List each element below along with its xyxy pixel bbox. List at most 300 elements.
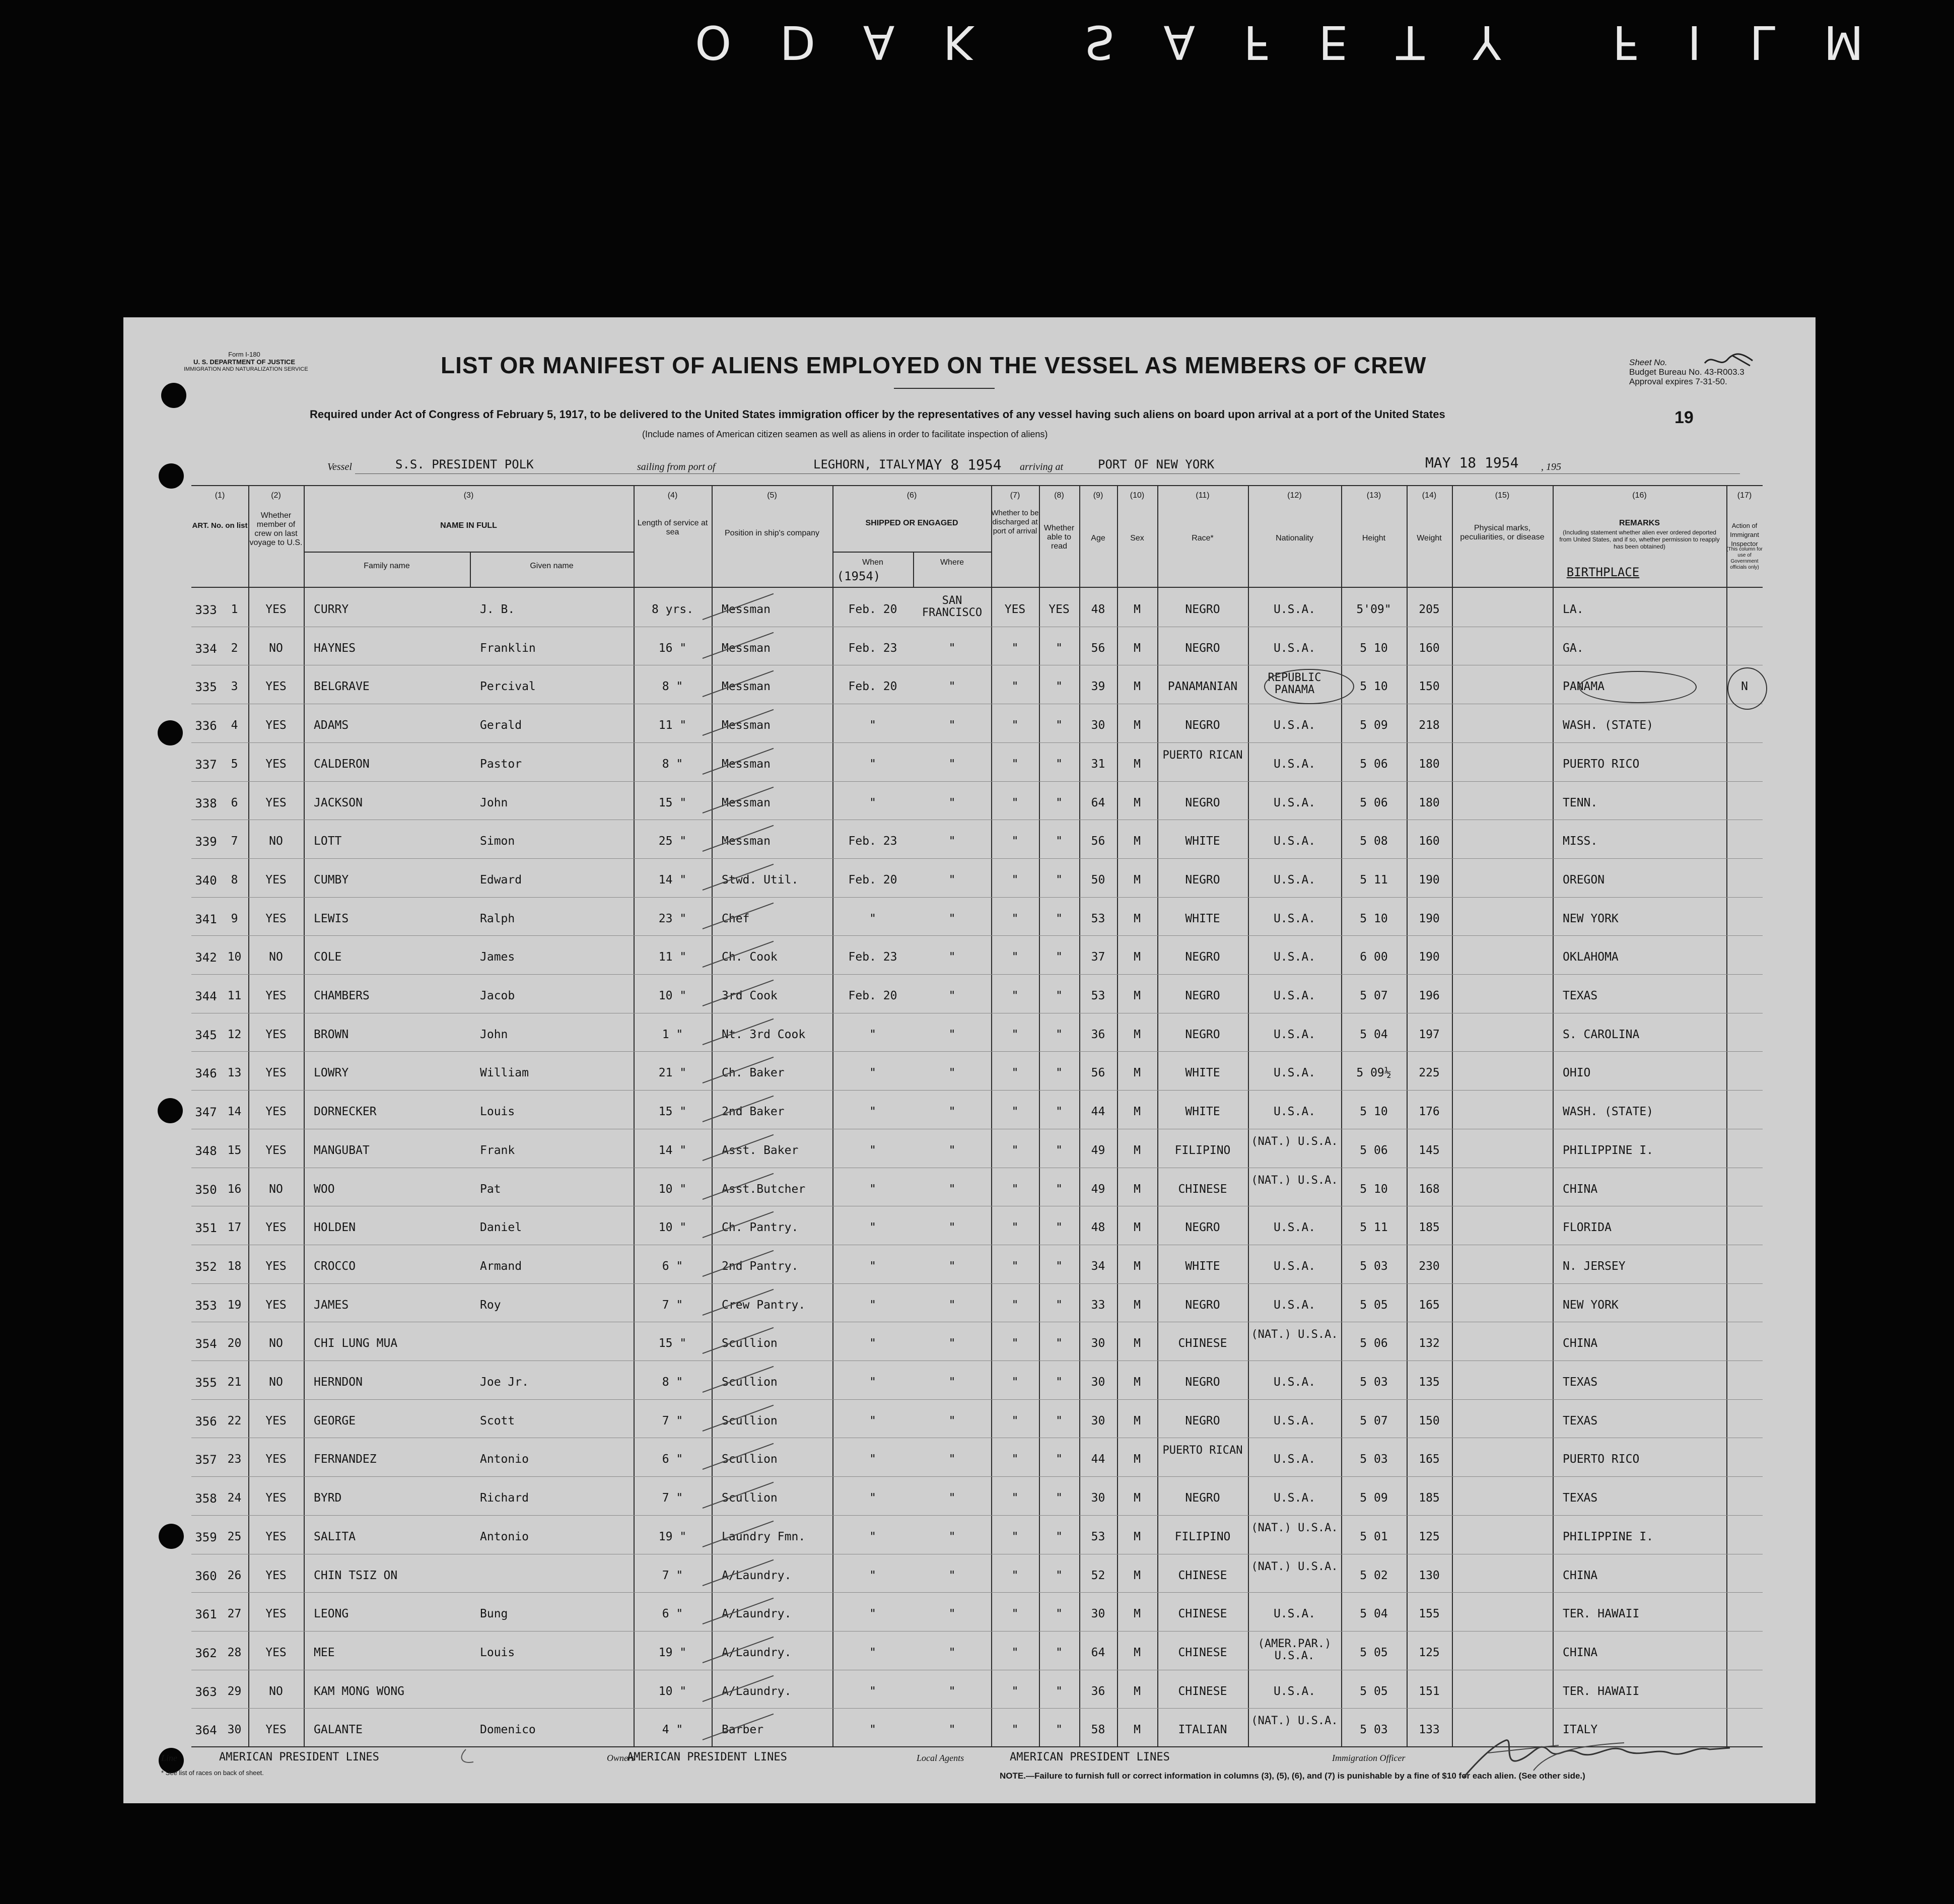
cell-age: 58 <box>1091 1723 1105 1737</box>
page-title: LIST OR MANIFEST OF ALIENS EMPLOYED ON THE VESSEL AS MEMBERS OF CREW <box>441 352 1427 378</box>
cell-age: 39 <box>1091 680 1105 694</box>
vessel-name: S.S. PRESIDENT POLK <box>395 457 534 471</box>
cell-disch: " <box>1011 1414 1019 1427</box>
cell-sex: M <box>1134 1646 1141 1659</box>
cell-disch: " <box>1011 1569 1019 1582</box>
cell-family: HAYNES <box>314 641 356 655</box>
cell-art: 351 <box>195 1221 217 1236</box>
cell-weight: 205 <box>1419 603 1440 616</box>
year-suffix: , 195 <box>1541 461 1561 472</box>
col5-number: (5) <box>767 491 777 500</box>
cell-position: Scullion <box>722 1337 778 1350</box>
when-header: When <box>862 558 883 567</box>
col15-label: Physical marks, peculiarities, or disease <box>1460 524 1545 541</box>
col9-label: Age <box>1091 534 1105 542</box>
cell-remarks: TEXAS <box>1563 1414 1598 1427</box>
cell-nat: U.S.A. <box>1273 1105 1316 1119</box>
cell-remarks: PHILIPPINE I. <box>1563 1143 1654 1157</box>
cell-disch: " <box>1011 912 1019 925</box>
cell-art: 353 <box>195 1298 217 1313</box>
cell-no: 6 <box>231 796 238 809</box>
cell-age: 50 <box>1091 873 1105 887</box>
cell-when: Feb. 20 <box>848 603 897 616</box>
cell-family: CALDERON <box>314 757 370 771</box>
cell-where: " <box>948 680 956 694</box>
col1-label: ART. No. on list <box>192 521 248 530</box>
col16-number: (16) <box>1632 491 1647 500</box>
cell-sex: M <box>1134 1066 1141 1080</box>
cell-art: 357 <box>195 1453 217 1467</box>
cell-when: " <box>869 1066 876 1080</box>
cell-nat: (NAT.) U.S.A. <box>1251 1135 1338 1148</box>
cell-when: " <box>869 1453 876 1466</box>
shipped-split-rule <box>913 552 914 587</box>
cell-service: 10 " <box>658 989 687 1002</box>
cell-race: NEGRO <box>1185 873 1220 887</box>
col16-sublabel: (Including statement whether alien ever ordered deported from United States, and if so, whether permission to reapply has been obtained) <box>1559 529 1720 550</box>
cell-when: Feb. 23 <box>848 641 897 655</box>
punch-hole <box>159 463 184 489</box>
cell-position: Chef <box>722 912 750 925</box>
cell-age: 30 <box>1091 1414 1105 1427</box>
cell-disch: " <box>1011 1105 1019 1119</box>
cell-remarks: OHIO <box>1563 1066 1591 1080</box>
cell-family: JAMES <box>314 1298 349 1312</box>
cell-where: " <box>948 1066 956 1080</box>
cell-given: Jacob <box>480 989 515 1002</box>
cell-given: Roy <box>480 1298 501 1312</box>
row-rule <box>191 1051 1763 1052</box>
cell-disch: " <box>1011 1684 1019 1698</box>
cell-no: 2 <box>231 641 238 655</box>
film-edge-text: ODAK SAFETY FILM <box>695 15 1912 69</box>
cell-sex: M <box>1134 719 1141 732</box>
cell-sex: M <box>1134 1607 1141 1621</box>
cell-race: NEGRO <box>1185 1376 1220 1389</box>
cell-disch: " <box>1011 1066 1019 1080</box>
cell-no: 8 <box>231 873 238 887</box>
cell-height: 6 00 <box>1360 950 1388 964</box>
cell-weight: 130 <box>1419 1569 1440 1582</box>
column-rule <box>1726 485 1727 1746</box>
cell-race: WHITE <box>1185 1105 1220 1119</box>
cell-weight: 185 <box>1419 1221 1440 1235</box>
cell-remarks: TER. HAWAII <box>1563 1684 1640 1698</box>
cell-race: CHINESE <box>1178 1646 1227 1659</box>
cell-height: 5 05 <box>1360 1298 1388 1312</box>
cell-service: 8 " <box>662 680 683 694</box>
cell-no: 13 <box>227 1066 242 1080</box>
title-underline <box>894 388 995 389</box>
cell-no: 5 <box>231 757 238 771</box>
cell-sex: M <box>1134 1530 1141 1543</box>
cell-remarks: NEW YORK <box>1563 912 1619 925</box>
cell-where: " <box>948 1530 956 1543</box>
col4-number: (4) <box>667 491 678 500</box>
cell-height: 5 07 <box>1360 1414 1388 1427</box>
cell-height: 5 07 <box>1360 989 1388 1002</box>
cell-sex: M <box>1134 1569 1141 1582</box>
cell-disch: " <box>1011 719 1019 732</box>
cell-disch: " <box>1011 1723 1019 1737</box>
cell-age: 33 <box>1091 1298 1105 1312</box>
cell-remarks: PUERTO RICO <box>1563 1453 1640 1466</box>
cell-weight: 125 <box>1419 1530 1440 1543</box>
cell-race: NEGRO <box>1185 641 1220 655</box>
cell-sex: M <box>1134 1453 1141 1466</box>
cell-height: 5 06 <box>1360 1143 1388 1157</box>
cell-service: 6 " <box>662 1607 683 1621</box>
cell-position: Messman <box>722 719 771 732</box>
cell-position: Nt. 3rd Cook <box>722 1028 806 1041</box>
cell-no: 3 <box>231 680 238 694</box>
cell-read: " <box>1056 1376 1063 1389</box>
cell-height: 5 10 <box>1360 641 1388 655</box>
cell-when: " <box>869 1143 876 1157</box>
cell-when: " <box>869 1221 876 1235</box>
sheet-number: 19 <box>1674 408 1694 427</box>
form-id-block <box>184 351 308 373</box>
cell-weight: 135 <box>1419 1376 1440 1389</box>
cell-remarks: PANAMA <box>1563 680 1605 694</box>
arriving-label: arriving at <box>1020 461 1064 472</box>
cell-no: 27 <box>227 1607 242 1621</box>
cell-family: LEWIS <box>314 912 349 925</box>
cell-disch: " <box>1011 1607 1019 1621</box>
cell-service: 6 " <box>662 1259 683 1273</box>
cell-given: Simon <box>480 835 515 848</box>
cell-height: 5 02 <box>1360 1569 1388 1582</box>
cell-remarks: MISS. <box>1563 835 1598 848</box>
cell-height: 5 05 <box>1360 1684 1388 1698</box>
cell-read: " <box>1056 1337 1063 1350</box>
cell-nat: U.S.A. <box>1273 641 1316 655</box>
cell-sex: M <box>1134 680 1141 694</box>
cell-where: SAN FRANCISCO <box>922 594 983 619</box>
cell-given: Daniel <box>480 1221 522 1235</box>
cell-race: WHITE <box>1185 1259 1220 1273</box>
cell-weight: 155 <box>1419 1607 1440 1621</box>
cell-sex: M <box>1134 603 1141 616</box>
cell-read: " <box>1056 1182 1063 1196</box>
cell-where: " <box>948 1453 956 1466</box>
cell-sex: M <box>1134 1143 1141 1157</box>
cell-nat: U.S.A. <box>1273 1298 1316 1312</box>
cell-family: JACKSON <box>314 796 363 809</box>
family-name-header: Family name <box>364 562 410 570</box>
cell-sex: M <box>1134 1414 1141 1427</box>
cell-disch: " <box>1011 1028 1019 1041</box>
cell-given: J. B. <box>480 603 515 616</box>
cell-where: " <box>948 1221 956 1235</box>
cell-sex: M <box>1134 757 1141 771</box>
cell-race: NEGRO <box>1185 1221 1220 1235</box>
cell-family: HOLDEN <box>314 1221 356 1235</box>
cell-remarks: FLORIDA <box>1563 1221 1612 1235</box>
cell-art: 347 <box>195 1105 217 1120</box>
cell-position: Messman <box>722 641 771 655</box>
cell-last: NO <box>269 1182 283 1196</box>
cell-position: Messman <box>722 835 771 848</box>
row-rule <box>191 1476 1763 1477</box>
cell-art: 358 <box>195 1491 217 1506</box>
col14-number: (14) <box>1422 491 1437 500</box>
cell-when: " <box>869 1182 876 1196</box>
cell-height: 5 01 <box>1360 1530 1388 1543</box>
cell-age: 53 <box>1091 989 1105 1002</box>
cell-sex: M <box>1134 1298 1141 1312</box>
cell-last: YES <box>265 680 287 694</box>
cell-art: 339 <box>195 835 217 849</box>
cell-read: " <box>1056 873 1063 887</box>
cell-remarks: CHINA <box>1563 1646 1598 1659</box>
cell-position: 3rd Cook <box>722 989 778 1002</box>
cell-no: 22 <box>227 1414 242 1427</box>
cell-position: Laundry Fmn. <box>722 1530 806 1543</box>
cell-family: BYRD <box>314 1491 342 1505</box>
cell-nat: U.S.A. <box>1273 603 1316 616</box>
owners-label: Owners <box>607 1753 636 1763</box>
cell-service: 6 " <box>662 1453 683 1466</box>
cell-where: " <box>948 950 956 964</box>
cell-given: Pastor <box>480 757 522 771</box>
cell-last: YES <box>265 873 287 887</box>
department-label: U. S. DEPARTMENT OF JUSTICE <box>193 358 295 366</box>
cell-family: LOTT <box>314 835 342 848</box>
cell-disch: " <box>1011 680 1019 694</box>
cell-height: 5 06 <box>1360 757 1388 771</box>
cell-nat: U.S.A. <box>1273 912 1316 925</box>
page-subtitle: Required under Act of Congress of February 5, 1917, to be delivered to the United States immigration officer by the representatives of any vessel having such aliens on board upon arrival at a port of the United States <box>310 408 1445 421</box>
cell-no: 23 <box>227 1453 242 1466</box>
cell-age: 48 <box>1091 603 1105 616</box>
row-rule <box>191 858 1763 859</box>
col3-number: (3) <box>463 491 474 500</box>
circled-annotation <box>1727 667 1767 710</box>
cell-height: 5 03 <box>1360 1376 1388 1389</box>
cell-art: 341 <box>195 912 217 926</box>
circled-annotation <box>1579 671 1697 703</box>
col2-label: Whether member of crew on last voyage to U.S. <box>249 511 303 547</box>
cell-last: YES <box>265 719 287 732</box>
cell-age: 49 <box>1091 1182 1105 1196</box>
cell-remarks: PUERTO RICO <box>1563 757 1640 771</box>
cell-given: Richard <box>480 1491 529 1505</box>
col17-sublabel: (This column for use of Government officials only) <box>1726 547 1763 570</box>
cell-service: 14 " <box>658 1143 687 1157</box>
cell-no: 18 <box>227 1259 242 1273</box>
cell-weight: 197 <box>1419 1028 1440 1041</box>
cell-last: YES <box>265 1105 287 1119</box>
col8-number: (8) <box>1054 491 1064 500</box>
cell-read: " <box>1056 757 1063 771</box>
cell-remarks: WASH. (STATE) <box>1563 1105 1654 1119</box>
cell-where: " <box>948 873 956 887</box>
punch-hole <box>158 720 183 745</box>
cell-given: Percival <box>480 680 536 694</box>
cell-read: " <box>1056 680 1063 694</box>
cell-service: 15 " <box>658 1105 687 1119</box>
col7-number: (7) <box>1010 491 1020 500</box>
col11-label: Race* <box>1192 534 1214 542</box>
cell-art: 348 <box>195 1143 217 1158</box>
cell-given: Louis <box>480 1646 515 1659</box>
cell-position: A/Laundry. <box>722 1569 792 1582</box>
cell-nat: U.S.A. <box>1273 989 1316 1002</box>
cell-last: NO <box>269 950 283 964</box>
cell-race: NEGRO <box>1185 950 1220 964</box>
cell-no: 1 <box>231 603 238 616</box>
cell-weight: 190 <box>1419 950 1440 964</box>
cell-height: 5 04 <box>1360 1028 1388 1041</box>
port-to: PORT OF NEW YORK <box>1098 457 1215 471</box>
cell-nat: U.S.A. <box>1273 1066 1316 1080</box>
cell-given: Domenico <box>480 1723 536 1737</box>
cell-sex: M <box>1134 796 1141 809</box>
cell-service: 7 " <box>662 1491 683 1505</box>
cell-where: " <box>948 796 956 809</box>
cell-sex: M <box>1134 1491 1141 1505</box>
cell-weight: 150 <box>1419 680 1440 694</box>
cell-where: " <box>948 1298 956 1312</box>
cell-disch: " <box>1011 1298 1019 1312</box>
cell-last: YES <box>265 989 287 1002</box>
cell-position: Ch. Baker <box>722 1066 785 1080</box>
cell-last: YES <box>265 1298 287 1312</box>
cell-height: 5 03 <box>1360 1453 1388 1466</box>
cell-disch: " <box>1011 1143 1019 1157</box>
cell-age: 44 <box>1091 1105 1105 1119</box>
cell-when: " <box>869 1684 876 1698</box>
cell-when: Feb. 20 <box>848 873 897 887</box>
cell-last: YES <box>265 796 287 809</box>
cell-race: CHINESE <box>1178 1182 1227 1196</box>
agents-label: Local Agents <box>917 1753 964 1763</box>
cell-race: PUERTO RICAN <box>1162 749 1243 762</box>
shipped-year: (1954) <box>836 569 881 583</box>
cell-family: SALITA <box>314 1530 356 1543</box>
cell-no: 17 <box>227 1221 242 1235</box>
cell-weight: 190 <box>1419 912 1440 925</box>
cell-read: " <box>1056 1491 1063 1505</box>
cell-height: 5 06 <box>1360 1337 1388 1350</box>
cell-service: 8 yrs. <box>651 603 694 616</box>
col9-number: (9) <box>1093 491 1103 500</box>
cell-art: 363 <box>195 1684 217 1699</box>
cell-disch: " <box>1011 1259 1019 1273</box>
cell-last: YES <box>265 1414 287 1427</box>
cell-last: YES <box>265 1221 287 1235</box>
service-label: IMMIGRATION AND NATURALIZATION SERVICE <box>184 366 308 372</box>
cell-art: 364 <box>195 1723 217 1738</box>
cell-no: 21 <box>227 1376 242 1389</box>
cell-where: " <box>948 1646 956 1659</box>
cell-disch: " <box>1011 1337 1019 1350</box>
cell-disch: " <box>1011 1491 1019 1505</box>
cell-read: YES <box>1049 603 1070 616</box>
cell-weight: 225 <box>1419 1066 1440 1080</box>
cell-when: " <box>869 757 876 771</box>
cell-age: 30 <box>1091 1337 1105 1350</box>
cell-height: 5 10 <box>1360 1182 1388 1196</box>
col12-label: Nationality <box>1276 534 1313 542</box>
cell-position: Ch. Pantry. <box>722 1221 799 1235</box>
cell-no: 12 <box>227 1028 242 1041</box>
cell-service: 15 " <box>658 1337 687 1350</box>
cell-family: DORNECKER <box>314 1105 377 1119</box>
cell-given: James <box>480 950 515 964</box>
cell-remarks: NEW YORK <box>1563 1298 1619 1312</box>
cell-no: 9 <box>231 912 238 925</box>
cell-given: Pat <box>480 1182 501 1196</box>
cell-height: 5 04 <box>1360 1607 1388 1621</box>
cell-last: YES <box>265 1607 287 1621</box>
cell-no: 29 <box>227 1684 242 1698</box>
officer-label: Immigration Officer <box>1332 1753 1406 1763</box>
cell-action: N <box>1741 680 1748 694</box>
cell-family: BROWN <box>314 1028 349 1041</box>
cell-disch: YES <box>1004 603 1026 616</box>
cell-service: 25 " <box>658 835 687 848</box>
cell-remarks: S. CAROLINA <box>1563 1028 1640 1041</box>
cell-where: " <box>948 1337 956 1350</box>
cell-service: 19 " <box>658 1646 687 1659</box>
cell-age: 30 <box>1091 1376 1105 1389</box>
cell-read: " <box>1056 1221 1063 1235</box>
cell-service: 8 " <box>662 757 683 771</box>
page-subtitle-note: (Include names of American citizen seamen as well as aliens in order to facilitate inspection of aliens) <box>642 429 1048 439</box>
cell-age: 64 <box>1091 1646 1105 1659</box>
cell-nat: (NAT.) U.S.A. <box>1251 1521 1338 1534</box>
races-note: * See list of races on back of sheet. <box>161 1769 264 1777</box>
cell-height: 5 10 <box>1360 1105 1388 1119</box>
circled-annotation <box>1264 669 1354 704</box>
cell-disch: " <box>1011 1182 1019 1196</box>
cell-family: CHAMBERS <box>314 989 370 1002</box>
cell-art: 342 <box>195 950 217 965</box>
cell-remarks: GA. <box>1563 641 1584 655</box>
cell-weight: 190 <box>1419 873 1440 887</box>
cell-last: YES <box>265 1143 287 1157</box>
col7-label: Whether to be discharged at port of arrival <box>991 509 1039 535</box>
cell-service: 23 " <box>658 912 687 925</box>
cell-given: Frank <box>480 1143 515 1157</box>
cell-last: YES <box>265 603 287 616</box>
cell-given: Gerald <box>480 719 522 732</box>
cell-height: 5 10 <box>1360 912 1388 925</box>
col16-label: REMARKS <box>1619 519 1660 527</box>
cell-art: 334 <box>195 641 217 656</box>
cell-race: NEGRO <box>1185 1414 1220 1427</box>
cell-service: 21 " <box>658 1066 687 1080</box>
cell-age: 36 <box>1091 1684 1105 1698</box>
cell-last: YES <box>265 1723 287 1737</box>
penalty-note: NOTE.—Failure to furnish full or correct information in columns (3), (5), (6), and (7) is punishable by a fine of $10 for each alien. (See other side.) <box>1000 1771 1585 1781</box>
cell-age: 49 <box>1091 1143 1105 1157</box>
cell-when: " <box>869 1569 876 1582</box>
cell-family: GALANTE <box>314 1723 363 1737</box>
cell-service: 11 " <box>658 719 687 732</box>
cell-sex: M <box>1134 873 1141 887</box>
cell-service: 8 " <box>662 1376 683 1389</box>
cell-when: " <box>869 1646 876 1659</box>
cell-remarks: WASH. (STATE) <box>1563 719 1654 732</box>
table-top-rule <box>191 485 1763 486</box>
col12-number: (12) <box>1287 491 1302 500</box>
cell-read: " <box>1056 1453 1063 1466</box>
cell-disch: " <box>1011 873 1019 887</box>
cell-last: YES <box>265 1259 287 1273</box>
